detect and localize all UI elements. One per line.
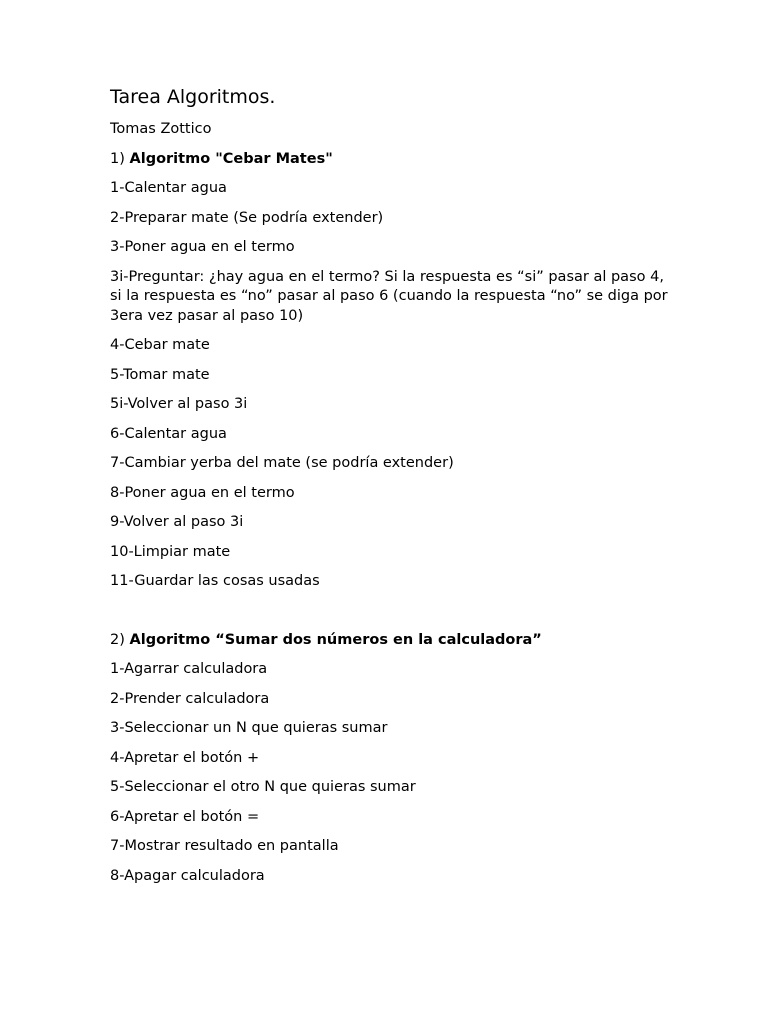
section-2-title: Algoritmo “Sumar dos números en la calculadora” [129,631,542,648]
step-item: 6-Apretar el botón = [110,808,260,825]
step-item: 2-Preparar mate (Se podría extender) [110,209,384,226]
document-title: Tarea Algoritmos. [110,86,276,108]
document-page [110,84,670,896]
section-1-heading [110,150,670,170]
step-item: 1-Calentar agua [110,180,227,196]
section-2-heading [110,631,670,651]
step-item: 4-Apretar el botón + [110,749,260,766]
section-1-title: Algoritmo "Cebar Mates" [129,150,333,167]
step-item: 5i-Volver al paso 3i [110,396,248,412]
step-item: 9-Volver al paso 3i [110,514,244,530]
step-item: 1-Agarrar calculadora [110,661,268,677]
step-item: 6-Calentar agua [110,425,227,442]
step-item: 5-Tomar mate [110,366,210,383]
step-item: 3-Poner agua en el termo [110,239,295,255]
step-item: 2-Prender calculadora [110,690,270,707]
step-item: 5-Seleccionar el otro N que quieras sumar [110,779,416,795]
step-item: 7-Cambiar yerba del mate (se podría extender) [110,455,454,471]
section-1-steps [110,179,670,592]
author-name: Tomas Zottico [110,121,212,137]
section-1-number: 1) [110,150,130,167]
step-item: 3i-Preguntar: ¿hay agua en el termo? Si la respuesta es “si” pasar al paso 4, si la respuesta es “no” pasar al paso 6 (cuando la respuesta “no” se diga por 3era vez pasar al paso 10) [110,268,668,324]
step-item: 8-Poner agua en el termo [110,484,295,501]
step-item: 4-Cebar mate [110,337,210,353]
section-2-number: 2) [110,631,130,648]
step-item: 11-Guardar las cosas usadas [110,573,320,589]
section-2-steps [110,660,670,886]
step-item: 3-Seleccionar un N que quieras sumar [110,720,388,736]
step-item: 10-Limpiar mate [110,543,231,560]
section-spacer [110,602,670,631]
step-item: 8-Apagar calculadora [110,867,265,884]
step-item: 7-Mostrar resultado en pantalla [110,838,339,854]
